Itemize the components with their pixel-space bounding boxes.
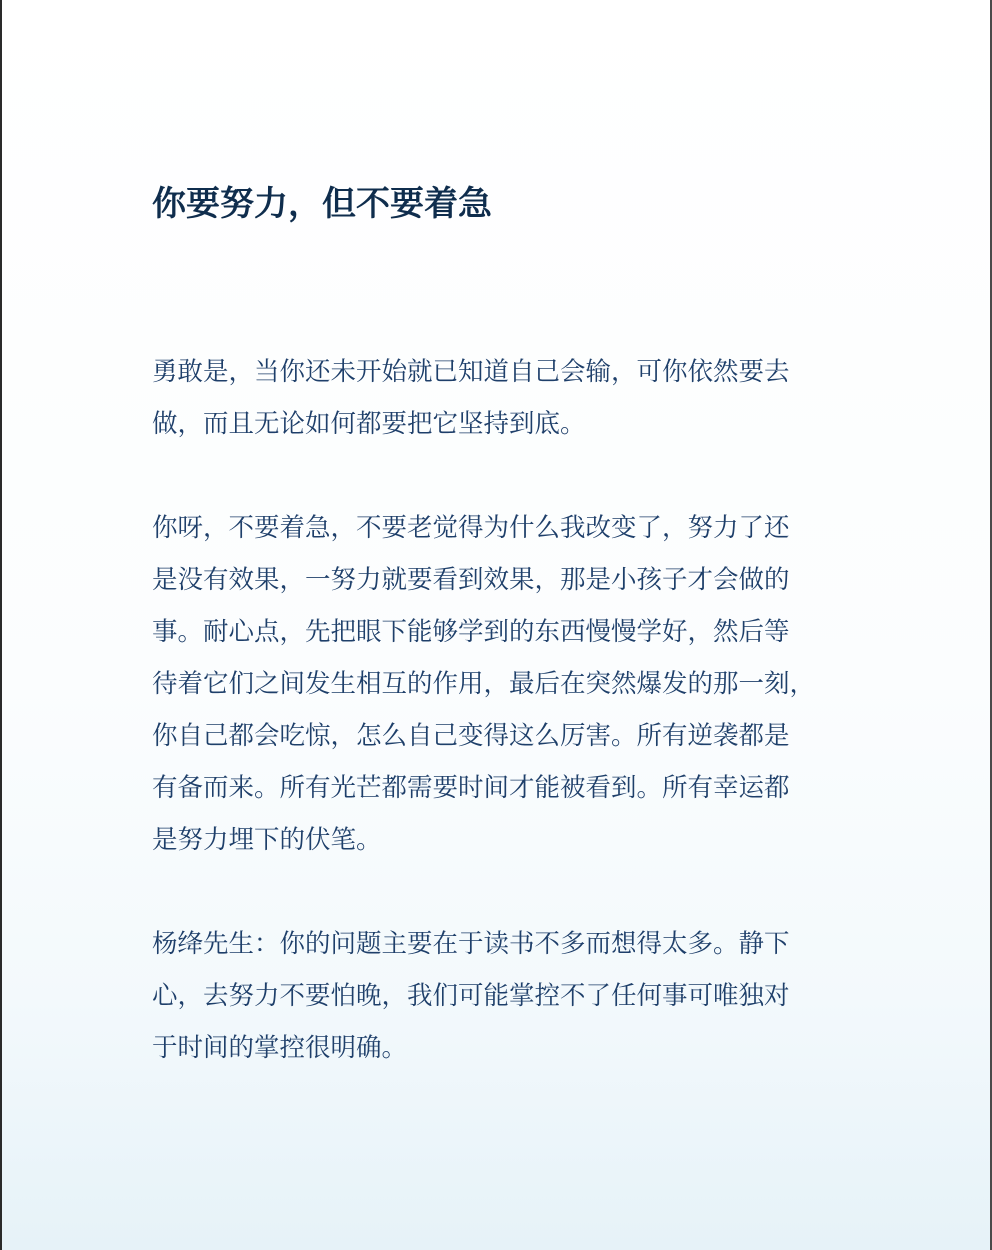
paragraph-line: 心，去努力不要怕晚，我们可能掌控不了任何事可唯独对 (152, 981, 790, 1011)
paragraph-courage (152, 346, 852, 450)
paragraph-line: 待着它们之间发生相互的作用，最后在突然爆发的那一刻， (152, 669, 816, 699)
paragraph-line: 做，而且无论如何都要把它坚持到底。 (152, 409, 586, 439)
paragraph-line: 事。耐心点，先把眼下能够学到的东西慢慢学好，然后等 (152, 617, 790, 647)
paragraph-line: 勇敢是，当你还未开始就已知道自己会输，可你依然要去 (152, 357, 790, 387)
paragraph-line: 你自己都会吃惊，怎么自己变得这么厉害。所有逆袭都是 (152, 721, 790, 751)
paragraph-line: 有备而来。所有光芒都需要时间才能被看到。所有幸运都 (152, 773, 790, 803)
paragraph-line: 是努力埋下的伏笔。 (152, 825, 382, 855)
paragraph-line: 杨绛先生：你的问题主要在于读书不多而想得太多。静下 (152, 929, 790, 959)
article-title: 你要努力，但不要着急 (152, 184, 492, 224)
paragraph-patience (152, 502, 852, 866)
paragraph-line: 于时间的掌控很明确。 (152, 1033, 408, 1063)
paragraph-line: 是没有效果，一努力就要看到效果，那是小孩子才会做的 (152, 565, 790, 595)
paragraph-quote (152, 918, 852, 1074)
paragraph-line: 你呀，不要着急，不要老觉得为什么我改变了，努力了还 (152, 513, 790, 543)
